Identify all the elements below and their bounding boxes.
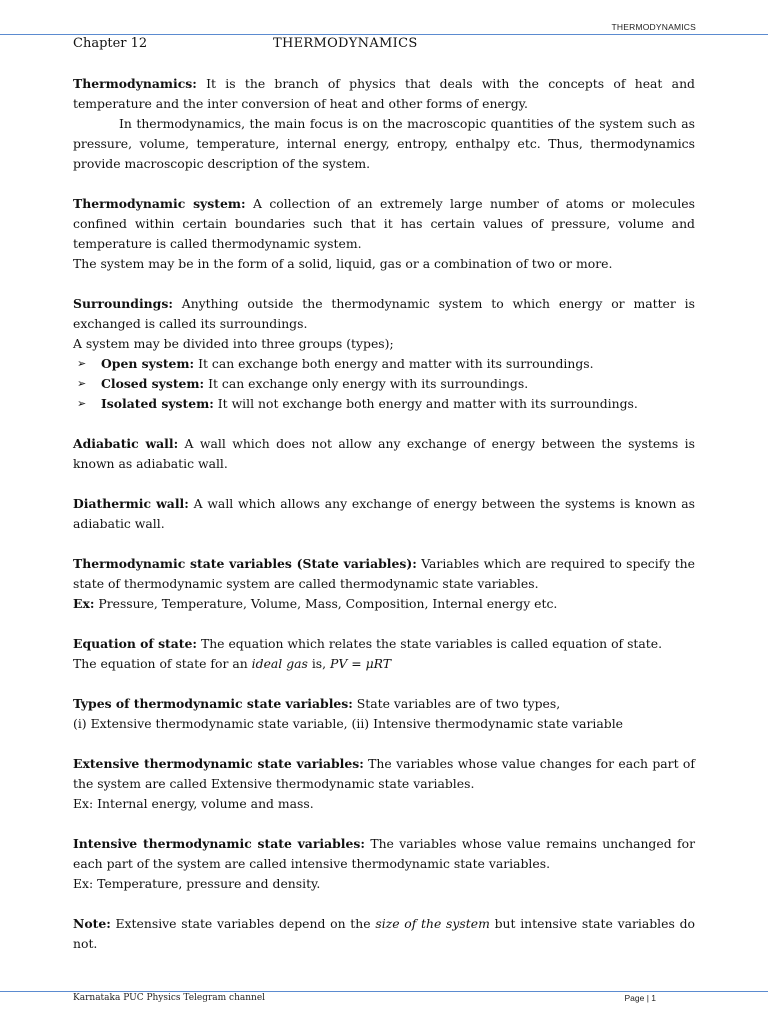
term-eos: Equation of state: — [73, 636, 197, 651]
para-groups: A system may be divided into three groups (types); — [73, 336, 394, 351]
term-surroundings: Surroundings: — [73, 296, 173, 311]
para-intensive — [73, 834, 695, 874]
arrowhead-bullet-icon: ➢ — [77, 397, 87, 410]
para-system-forms: The system may be in the form of a solid, liquid, gas or a combination of two or more. — [73, 256, 613, 271]
page-number: Page | 1 — [624, 993, 656, 1003]
def-surroundings: Anything outside the thermodynamic system to which energy or matter is exchanged is called its surroundings. — [73, 296, 695, 331]
chapter-label: Chapter 12 — [73, 36, 148, 51]
term-adiabatic: Adiabatic wall: — [73, 436, 179, 451]
header-rule — [0, 34, 768, 35]
para-eos-ideal — [73, 654, 695, 674]
term-thermodynamics: Thermodynamics: — [73, 76, 197, 91]
def-adiabatic: A wall which does not allow any exchange of energy between the systems is known as adiabatic wall. — [73, 436, 695, 471]
ideal-gas-formula: PV = μRT — [330, 656, 392, 671]
def-closed-system: It can exchange only energy with its surroundings. — [208, 376, 529, 391]
para-extensive-ex: Ex: Internal energy, volume and mass. — [73, 796, 314, 811]
para-note — [73, 914, 695, 954]
para-state-vars-ex — [73, 594, 695, 614]
list-item — [73, 374, 695, 394]
def-extensive: The variables whose value changes for each part of the system are called Extensive thermodynamic state variables. — [73, 756, 695, 791]
term-system: Thermodynamic system: — [73, 196, 246, 211]
para-adiabatic — [73, 434, 695, 474]
def-intensive: The variables whose value remains unchanged for each part of the system are called intensive thermodynamic state variables. — [73, 836, 695, 871]
list-item — [73, 394, 695, 414]
term-note: Note: — [73, 916, 111, 931]
def-eos: The equation which relates the state variables is called equation of state. — [200, 636, 663, 651]
size-of-system-emphasis: size of the system — [375, 916, 490, 931]
para-thermodynamics — [73, 74, 695, 114]
ex-label: Ex: — [73, 596, 95, 611]
running-header: THERMODYNAMICS — [611, 22, 696, 32]
para-intensive-ex: Ex: Temperature, pressure and density. — [73, 876, 321, 891]
def-thermodynamics: It is the branch of physics that deals with the concepts of heat and temperature and the inter conversion of heat and other forms of energy. — [73, 76, 695, 111]
footer-source: Karnataka PUC Physics Telegram channel — [73, 993, 266, 1003]
chapter-title: THERMODYNAMICS — [273, 36, 418, 51]
arrowhead-bullet-icon: ➢ — [77, 357, 87, 370]
para-types — [73, 694, 695, 714]
para-system — [73, 194, 695, 254]
term-state-vars: Thermodynamic state variables (State variables): — [73, 556, 417, 571]
para-diathermic — [73, 494, 695, 534]
para-surroundings — [73, 294, 695, 334]
term-intensive: Intensive thermodynamic state variables: — [73, 836, 365, 851]
para-extensive — [73, 754, 695, 794]
para-state-vars — [73, 554, 695, 594]
term-closed-system: Closed system: — [101, 376, 205, 391]
arrowhead-bullet-icon: ➢ — [77, 377, 87, 390]
term-isolated-system: Isolated system: — [101, 396, 214, 411]
para-eos — [73, 634, 695, 654]
para-macroscopic: In thermodynamics, the main focus is on the macroscopic quantities of the system such as pressure, volume, temperature, internal energy, entropy, enthalpy etc. Thus, thermodynamics provide macroscopic description of the system. — [73, 116, 695, 171]
system-types-list — [73, 354, 695, 414]
note-pre: Extensive state variables depend on the — [115, 916, 371, 931]
def-state-vars: Variables which are required to specify the state of thermodynamic system are called thermodynamic state variables. — [73, 556, 695, 591]
def-diathermic: A wall which allows any exchange of energy between the systems is known as adiabatic wall. — [73, 496, 696, 531]
para-types-list: (i) Extensive thermodynamic state variable, (ii) Intensive thermodynamic state variable — [73, 716, 624, 731]
def-open-system: It can exchange both energy and matter with its surroundings. — [198, 356, 594, 371]
def-isolated-system: It will not exchange both energy and matter with its surroundings. — [217, 396, 638, 411]
document-body — [73, 74, 695, 954]
list-item — [73, 354, 695, 374]
term-open-system: Open system: — [101, 356, 195, 371]
term-extensive: Extensive thermodynamic state variables: — [73, 756, 364, 771]
ex-state-vars: Pressure, Temperature, Volume, Mass, Composition, Internal energy etc. — [98, 596, 558, 611]
eos-line-mid: is, — [311, 656, 327, 671]
eos-line-pre: The equation of state for an — [73, 656, 248, 671]
footer-rule — [0, 991, 768, 992]
note-post: but intensive state variables do not. — [73, 916, 695, 951]
def-system: A collection of an extremely large number of atoms or molecules confined within certain boundaries such that it has certain values of pressure, volume and temperature is called thermodynamic system. — [73, 196, 695, 251]
def-types: State variables are of two types, — [356, 696, 561, 711]
ideal-gas-emphasis: ideal gas — [251, 656, 308, 671]
term-types: Types of thermodynamic state variables: — [73, 696, 353, 711]
term-diathermic: Diathermic wall: — [73, 496, 189, 511]
